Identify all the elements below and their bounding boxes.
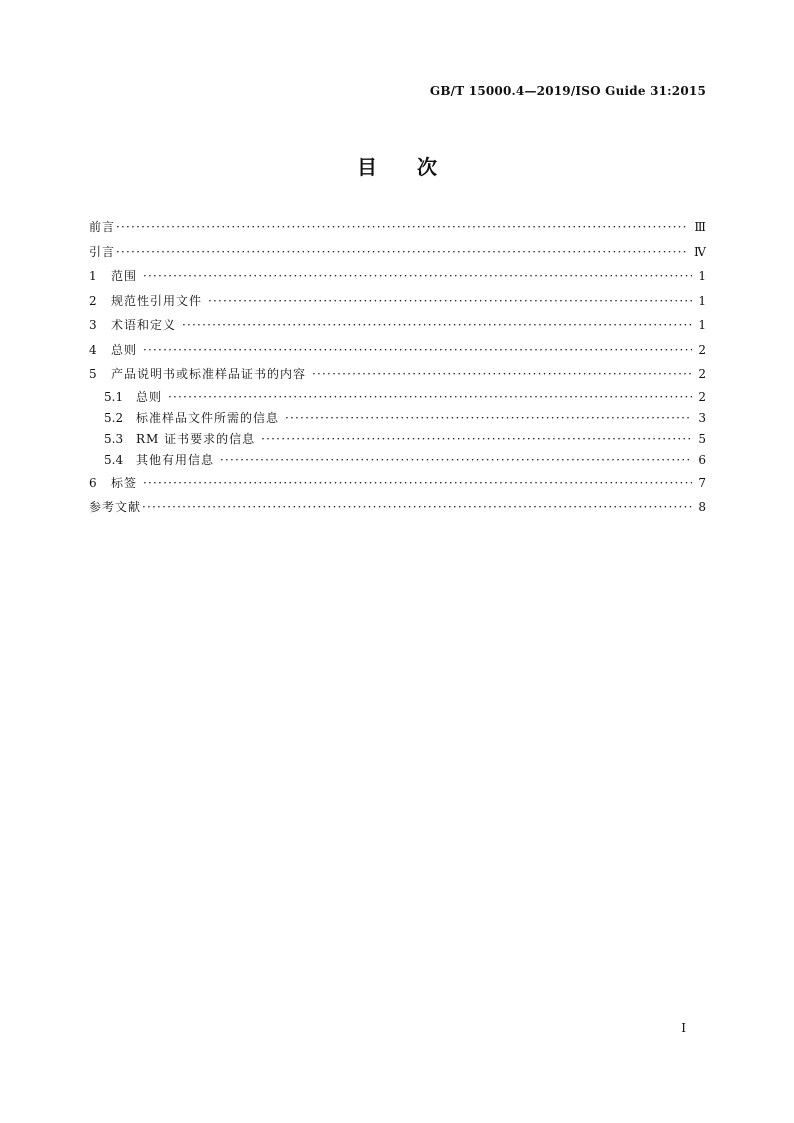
- toc-item-normative-references[interactable]: [89, 289, 706, 314]
- toc-label: 标签: [111, 475, 138, 490]
- page-number: Ⅰ: [681, 1021, 686, 1035]
- toc-item-terms-definitions[interactable]: [89, 313, 706, 338]
- toc-leader: [168, 387, 692, 408]
- toc-leader: [143, 338, 692, 363]
- toc-page: 8: [698, 500, 706, 514]
- toc-leader: [261, 429, 692, 450]
- toc-page: 2: [698, 367, 706, 381]
- toc-label: RM 证书要求的信息: [136, 431, 256, 446]
- toc-number: 6: [89, 475, 97, 490]
- toc-label: 前言: [89, 220, 116, 234]
- standard-code: GB/T 15000.4—2019/ISO Guide 31:2015: [429, 84, 706, 98]
- toc-page: 1: [698, 318, 706, 332]
- toc-label: 参考文献: [89, 500, 142, 514]
- toc-number: 2: [89, 293, 97, 308]
- toc-item-labels[interactable]: [89, 471, 706, 496]
- toc-number: 5: [89, 367, 97, 381]
- toc-number: 5.4: [104, 452, 124, 467]
- toc-leader: [208, 289, 692, 314]
- toc-leader: [312, 362, 692, 387]
- toc-item-introduction[interactable]: [89, 240, 706, 265]
- toc-leader: [220, 450, 692, 471]
- toc-page: 3: [698, 410, 706, 425]
- toc-page: 1: [698, 293, 706, 308]
- toc-page: 5: [698, 431, 706, 446]
- toc-label: 总则: [136, 389, 163, 404]
- toc-label: 范围: [111, 269, 138, 283]
- toc-label: 引言: [89, 244, 116, 259]
- toc-item-general[interactable]: [89, 338, 706, 363]
- toc-leader: [182, 313, 692, 338]
- toc-leader: [116, 240, 688, 265]
- toc-label: 总则: [111, 342, 138, 357]
- toc-label: 标准样品文件所需的信息: [136, 410, 280, 425]
- toc-item-contents[interactable]: [89, 362, 706, 387]
- toc-label: 其他有用信息: [136, 452, 215, 467]
- toc-leader: [143, 471, 692, 496]
- toc-page: 6: [698, 452, 706, 467]
- toc-number: 5.2: [104, 410, 124, 425]
- toc-label: 产品说明书或标准样品证书的内容: [111, 367, 307, 381]
- toc-number: 5.1: [104, 389, 124, 404]
- toc-number: 3: [89, 318, 97, 332]
- toc-leader: [285, 408, 692, 429]
- toc-item-5-3[interactable]: [89, 429, 706, 450]
- toc-page: 2: [698, 389, 706, 404]
- toc-item-bibliography[interactable]: [89, 495, 706, 520]
- toc-page: 2: [698, 342, 706, 357]
- page-title: 目次: [357, 155, 477, 179]
- toc-label: 规范性引用文件: [111, 293, 203, 308]
- table-of-contents: [89, 215, 706, 520]
- toc-item-foreword[interactable]: [89, 215, 706, 240]
- toc-number: 5.3: [104, 431, 124, 446]
- toc-item-5-2[interactable]: [89, 408, 706, 429]
- toc-item-scope[interactable]: [89, 264, 706, 289]
- toc-page: Ⅲ: [694, 220, 706, 234]
- toc-page: Ⅳ: [694, 244, 706, 259]
- toc-number: 1: [89, 269, 97, 283]
- toc-page: 1: [698, 269, 706, 283]
- toc-leader: [143, 264, 692, 289]
- toc-label: 术语和定义: [111, 318, 177, 332]
- toc-number: 4: [89, 342, 97, 357]
- toc-item-5-1[interactable]: [89, 387, 706, 408]
- toc-page: 7: [698, 475, 706, 490]
- toc-leader: [142, 495, 692, 520]
- toc-leader: [116, 215, 688, 240]
- toc-item-5-4[interactable]: [89, 450, 706, 471]
